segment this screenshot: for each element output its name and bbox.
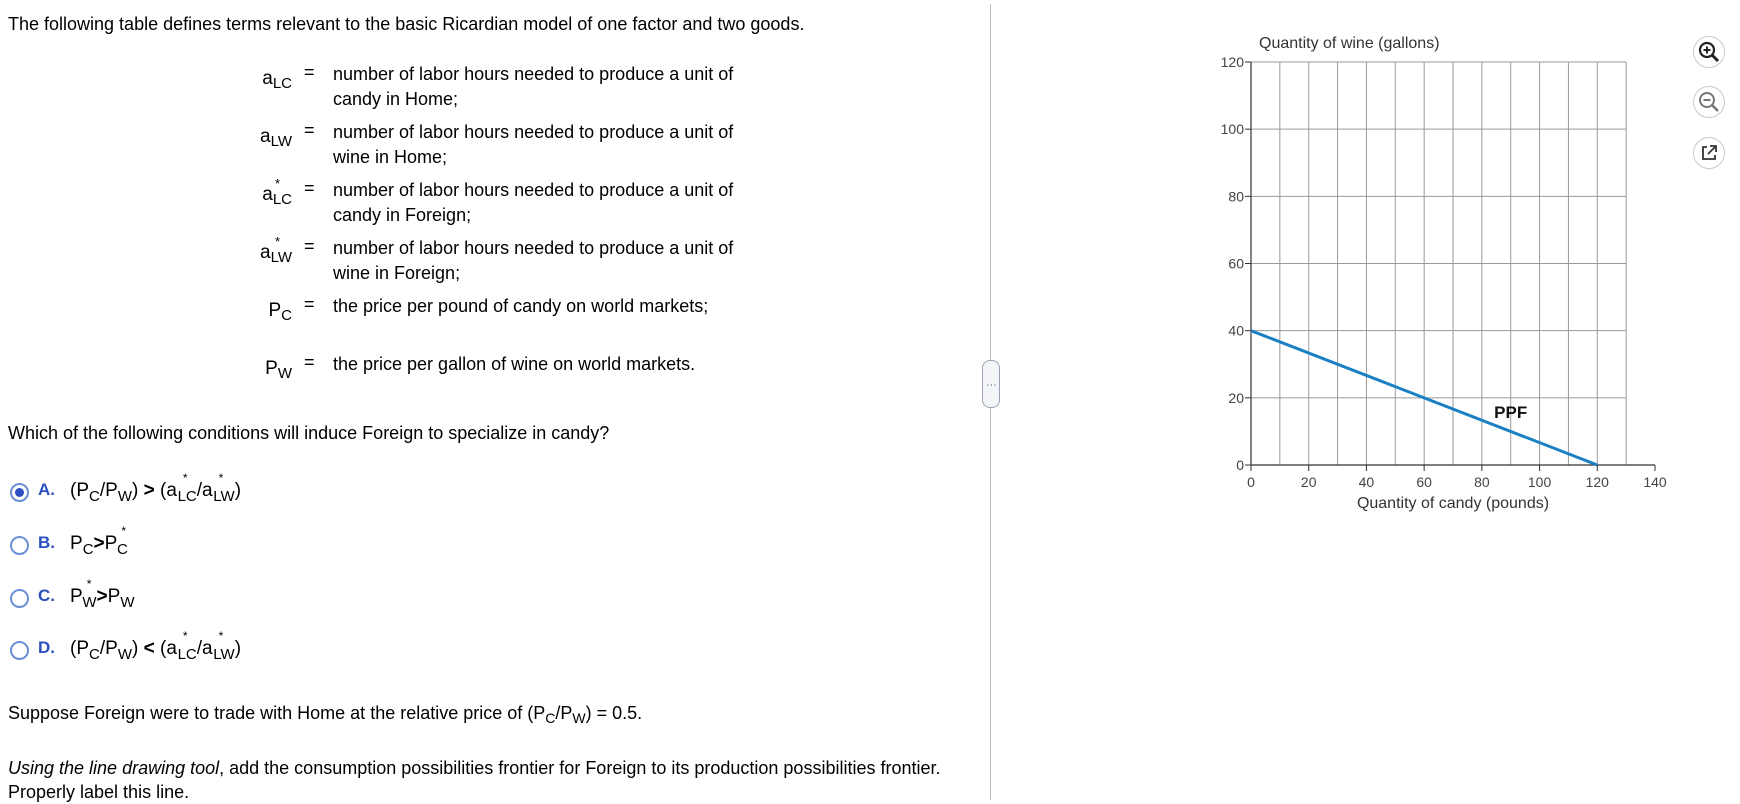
option-d-radio[interactable] — [10, 641, 29, 660]
definition-row — [240, 60, 760, 118]
definition-symbol: $a_{LW}$ — [260, 126, 292, 150]
equals-sign: = — [304, 62, 315, 82]
equals-sign: = — [304, 120, 315, 140]
question-text: Which of the following conditions will induce Foreign to specialize in candy? — [8, 423, 610, 443]
intro-text: The following table defines terms relevant to the basic Ricardian model of one factor and two goods. — [8, 14, 805, 34]
option-a-radio[interactable] — [10, 483, 29, 502]
option-d-expression: $(P_C/P_W) < (a^*_{LC}/a^*_{LW})$ — [70, 629, 242, 663]
x-tick-label: 20 — [1300, 474, 1317, 490]
option-a-expression: $(P_C/P_W) > (a^*_{LC}/a^*_{LW})$ — [70, 471, 242, 505]
resize-handle[interactable] — [982, 360, 1000, 408]
definition-symbol: $P_C$ — [268, 300, 292, 324]
definition-row — [240, 292, 760, 350]
definition-symbol: $a_{LC}$ * — [262, 176, 292, 208]
definition-text: number of labor hours needed to produce a unit of wine in Home; — [333, 122, 734, 167]
zoom-in-button[interactable] — [1693, 36, 1725, 68]
y-tick-label: 0 — [1236, 457, 1244, 473]
option-letter: C. — [38, 586, 55, 605]
definition-text: number of labor hours needed to produce a unit of candy in Foreign; — [333, 180, 734, 225]
y-tick-label: 100 — [1220, 121, 1244, 138]
ppf-label: PPF — [1494, 402, 1528, 422]
option-c-radio[interactable] — [10, 589, 29, 608]
x-axis-label: Quantity of candy (pounds) — [1356, 495, 1550, 512]
zoom-out-icon — [1694, 87, 1724, 117]
option-b-expression: $P_C>P^*_C$ — [70, 524, 128, 558]
definition-text: number of labor hours needed to produce a unit of candy in Home; — [333, 64, 734, 109]
popout-icon — [1694, 138, 1724, 168]
x-tick-label: 60 — [1416, 474, 1432, 490]
definitions-table — [240, 60, 760, 408]
definition-row — [240, 350, 760, 408]
option-c-expression: $P^*_W>P_W$ — [70, 577, 135, 611]
zoom-out-button[interactable] — [1693, 86, 1725, 118]
equals-sign: = — [304, 236, 315, 256]
x-tick-label: 80 — [1474, 474, 1490, 490]
ppf-graph[interactable] — [1200, 0, 1667, 540]
x-tick-label: 140 — [1643, 474, 1667, 490]
option-c[interactable] — [10, 577, 135, 618]
y-tick-label: 20 — [1228, 389, 1244, 406]
instruction-text: Using the line drawing tool, add the consumption possibilities frontier for Foreign to its production possibilities frontier. Properly label this line. — [8, 758, 941, 802]
y-tick-label: 120 — [1220, 54, 1244, 70]
option-letter: A. — [38, 480, 55, 499]
option-letter: D. — [38, 638, 55, 657]
x-tick-label: 120 — [1585, 474, 1609, 490]
definition-symbol: $a_{LC}$ — [262, 68, 292, 92]
definition-text: the price per pound of candy on world markets; — [333, 296, 709, 316]
suppose-text: Suppose Foreign were to trade with Home at the relative price of $(P_C/P_W) = 0.5$. — [8, 703, 643, 726]
zoom-in-icon — [1694, 37, 1724, 67]
option-d[interactable] — [10, 629, 242, 670]
definition-text: the price per gallon of wine on world markets. — [333, 354, 696, 374]
x-tick-label: 0 — [1247, 474, 1255, 490]
y-axis-label: Quantity of wine (gallons) — [1259, 35, 1440, 52]
grip-dots-icon: ⋮ — [985, 379, 997, 389]
definition-symbol: $P_W$ — [265, 358, 292, 382]
x-tick-label: 100 — [1527, 474, 1552, 490]
y-tick-label: 40 — [1228, 322, 1244, 339]
equals-sign: = — [304, 294, 315, 314]
option-a[interactable] — [10, 471, 242, 512]
popout-button[interactable] — [1693, 137, 1725, 169]
definition-row — [240, 176, 760, 234]
ppf-chart[interactable] — [1200, 0, 1667, 540]
x-tick-label: 40 — [1358, 474, 1375, 490]
y-tick-label: 60 — [1228, 255, 1244, 272]
y-tick-label: 80 — [1228, 188, 1244, 205]
option-b-radio[interactable] — [10, 536, 29, 555]
option-letter: B. — [38, 533, 55, 552]
equals-sign: = — [304, 352, 315, 372]
equals-sign: = — [304, 178, 315, 198]
definition-symbol: $a_{LW}$ * — [260, 234, 292, 266]
definition-text: number of labor hours needed to produce a unit of wine in Foreign; — [333, 238, 734, 283]
definition-row — [240, 234, 760, 292]
definition-row — [240, 118, 760, 176]
option-b[interactable] — [10, 524, 128, 565]
